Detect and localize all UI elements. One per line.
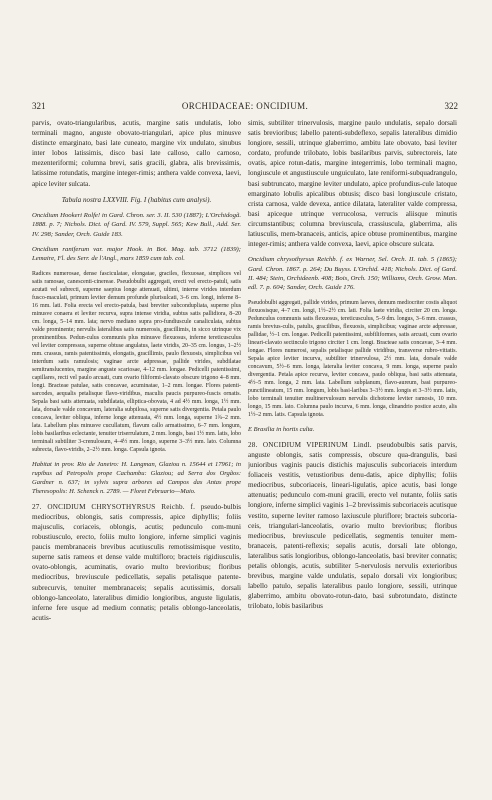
plate-reference: Tabula nostra LXXVIII. Fig. I (habitus cum analysi). — [61, 195, 212, 204]
habitat-note: E Brasilia in hortis culta. — [248, 425, 315, 433]
right-column — [248, 118, 457, 790]
running-title: ORCHIDACEAE: ONCIDIUM. — [181, 101, 309, 111]
synonym-reference: Oncidium chrysothyrsus Reichb. f. ex Warner, Sel. Orch. II. tab. 5 (1865); Gard. Chron. 1867. p. 264; Du Buyss. L'Orchid. 418; Nichols. Dict. of Gard. II. 484; Stein, Orchideenb. 408; Bois, Orch. 150; Williams, Orch. Grow. Man. edl. 7. p. 604; Sander, Orch. Guide 176. — [248, 256, 457, 292]
running-header — [32, 101, 458, 113]
habitat-note: Habitat in prov. Rio de Janeiro: H. Langman, Glaziou n. 15644 et 17961; in rupibus ad Petropolis prope Cachambu: Glaziou; ad Serra dos Orgãos: Gardner n. 637; in sylvis supra arbores ad Campos das Antas prope Theresopolis: H. Schenck n. 2789. — Floret Februario—Maio. — [32, 460, 241, 495]
synonym-reference: Oncidium Hookeri Rolfe! in Gard. Chron. ser. 3. II. 530 (1887); L'Orchidogã. 1888. p. 7; Nichols. Dict. of Gard. IV. 579, Suppl. 565; Kew Bull., Add. Ser. IV. 298; Sander, Orch. Guide 183. — [32, 211, 241, 238]
species-heading: 27. ONCIDIUM CHRYSOTHYRSUS Reichb. f. — [32, 502, 196, 511]
continued-description: parvis, ovato-triangularibus, acutis, margine satis undulatis, lobo terminali magno, anguste obovato-triangulari, apice plus minusve distincte emarginato, basi late cuneato, margine vix undulato, sinubus inter lobos latissimis, disco basi late calloso, callo carnoso, mezenteriformi; columna brevi, satis gracili, glabra, alis brevissimis, latissime rotundatis, margine integer-rimis; anthera valde convexa, laevi, apice leviter sulcata. — [32, 119, 241, 188]
species-diagnosis: pseudo-bulbis mediocribus, oblongis, satis compressis, apice diphyllis; foliis majusculis, coriaceis, oblongis, acutis; pedunculo com-muni robustiusculo, erecto, foliis multo longiore, inferne simplici vaginis paucis membranaceis brevibus acutiusculis remotissimisque vestito, superne satis rameos et dense valde multifloro; bracteis rigidiusculis, ovato-oblongis, acuminatis, ovario multo brevioribus; floribus mediocribus, breviuscule pedicellatis, sepalis petalisque patente-subrecurvis, tenuiter membranaceis; sepalis acutissimis, dorsali oblongo-lanceolato, lateralibus dimidio longioribus, anguste ligulatis, inferne fere usque ad medium connatis; petalis oblongo-lanceolatis, acutis- — [32, 502, 241, 622]
page-number-left: 321 — [32, 101, 46, 111]
species-description: Pseudobulbi aggregati, pallide virides, primum laeves, demum mediocriter costis aliquot flexuosisque, 4–7 cm. longi, 1½–2½ cm. lati. Folia laete viridia, circiter 20 cm. longa. Pedunculus communis satis flexuosus, tereticusculus, 5–9 dm. longus, 3–6 mm. crassus, ramis brevius-culis, patulis, gracilibus, flexuosis, simplicibus; vaginae arcte adpressae, pallidae, ½–1 cm. longae. Pedicelli patentissimi, subfiliformes, satis arcuati, cum ovario lineari-clavato sectinculo trigono circiter 1 cm. longi. Bracteae satis concavae, 3–4 mm. longae. Flores numerosi, sepalis petalisque pallide viridibus, transverse rubro-vittatis. Sepala apice leviter incurva, subtiliter trinervulosa, 2½ mm. lata, dorsale valde concavum, 5½–6 mm. longa, lateralia leviter concava, 9 mm. longa, superne paulo divergentia. Petala apice recurva, leviter concava, paulo obliqua, basi satis attenuata, 4½–5 mm. longa, 2 mm. lata. Labellum subplanum, flavo-aureum, basi purpureo-punctilineatum, 15 mm. longum, lobis basi-laribus 3–3½ mm. longis et 3–3½ mm. latis, lobo terminali tenuiter multinervulosum nervulis dichotome leviter ramosis, 10 mm. longo, 15 mm. lato. Columna paulo incurva, 6 mm. longa, clinandrio postice acuto, alis 1½–2 mm. latis. Capsula ignota. — [248, 299, 457, 418]
page-number-right: 322 — [444, 101, 458, 111]
left-column — [32, 118, 241, 790]
species-description: Radices numerosae, dense fasciculatae, elongatae, graciles, flexuosae, simplices vel satis ramosae, canescenti-cinereae. Pseudobulbi aggregati, erecti vel erecto-patuli, satis acutati vel subrecti, superne saepius longe attenuati, ultimi, interne virides interdum fusco-maculati, primum leviter demum profunde plurisulcati, 3–6 cm. longi, inferne 8–16 mm. lati. Folia erecta vel erecto-patula, basi breviter subcondupliata, superne plus minusve conaera et leviter recurva, supra intense viridia, subtus satis pallidiora, 8–20 cm. longa, 5–14 mm. lata; nervo mediano supra pro-fundiuscule canaliculata, subtus valde prominente; nervulis lateralibus satis numerosis, gracillimis, in sicco utrinque vix prominentibus. Pedun-culus communis plus minusve flexuosus, inferne tereticusculus vel leviter compressus, superne obtuse angulatus, laete viridis, 20–35 cm. longus, 1–2½ mm. crassus, ramis patentissimis, elongatis, gracillimis, paulo flexuosis, simplicibus vel interdum satis ramulosis; vaginae arcte adpressae, pallide virides, subdilatae semitranslucentes, margine anguste scariosae, 4–12 mm. longae. Pedicelli patentissimi, capillares, recti vel paulo arcuati, cum ovario filiformi-clavato obscure trigono 4–8 mm. longi. Bracteae patulae, satis concavae, acuminatae, 1–2 mm. longae. Flores patenti-sarcodes, aequalis petalisque flavo-viridibus, maculis paucis purpureo-fuscis ornatis. Sepala basi satis attenuata, subdilatata, elliptica-obovata, 4 ad 4½ mm. longa, 1½ mm. lata, dorsale valde concavum, lateralia subpilosa, superne satis divergentia. Petala paulo concava, leviter obliqua, inferne longe attenuata, 4½ mm. longa, superne 1¾–2 mm. lata. Labellum plus minusve cucullatum, flavum callo armatissimo, 6–7 mm. longum, lobis basilaribus eclectante, tenuiter triserrulatum, 2 mm. longis, basi 1½ mm. latis, lobo terminali subtiliter 3-crenulosum, 4–4½ mm. longo, superne 3–3½ mm. lato. Columna subrecta, flavo-viridis, 2–2½ mm. longa. Capsula ignota. — [32, 270, 241, 453]
species-heading: 28. ONCIDIUM VIPERINUM Lindl. — [248, 440, 372, 449]
species-diagnosis: pseudobulbis satis parvis, anguste oblongis, satis compressis, obscure qua-drangulis, basi junioribus vaginis paucis distichis majusculis subcoriaceis interdum foliaceis vestitis, vetustioribus denu-datis, apice diphyllis; foliis mediocribus, subcoriaceis, lineari-ligulatis, apice acutis, basi longe attenuatis; pedunculo com-muni gracili, erecto vel nutante, foliis satis longiore, inferne simplici vaginis 1–2 brevissimis subcoriaceis acutisque vestito, superne leviter ramoso laxiuscule pluriflore; bracteis subcoria-ceis, triangulari-lanceolatis, ovario multo brevioribus; floribus mediocribus, breviuscule pedicellatis, segmentis tenuiter mem-branaceis, patenti-reflexis; sepalis acutis, dorsali late oblongo, lateralibus satis longioribus, oblongo-lanceolatis, basi breviter connatis; petalis oblongis, acutis, subtiliter 5-nervulosis nervulis exterioribus brevibus, margine valde undulatis, sepalo dorsali vix longioribus; labello patulo, sepalis lateralibus paulo longiore, sessili, utrinque glaberrimo, ambitu obovato-rotun-dato, basi subrotundato, distincte trilobato, lobis basilaribus — [248, 440, 457, 611]
continued-diagnosis: simis, subtiliter trinervulosis, margine paulo undulatis, sepalo dorsali satis brevioribus; labello patenti-subdeflexo, sepalis lateralibus dimidio longiore, sessili, utrinque glaberrimo, ambitu late obovato, basi leviter cordato, profunde trilobato, lobis basilaribus parvis, subrectoreis, late ovatis, apice rotun-datis, margine integerrimis, lobo terminali magno, longiuscule et angustiuscule unguiculato, late reniformi-subquadrangulo, basi subtruncato, margine leviter undulato, apice profundius-cule latoque emarginato lobulis apicalibus obtusis; disco basi longiuscule cristato, crista carnosa, valde devexa, antice dilatata, lateraliter valde compressa, basi apiceque utrinque verrucolosa, verrucis aliisque minutis circumstantibus; columna breviuscula, crassiuscula, glaberrima, alis latiusculis, mem-branaceis, anticis, apice obtuse prominentibus, margine integer-rimis; anthera valde convexa, laevi, apice obscure sulcata. — [248, 119, 457, 249]
synonym-reference: Oncidium raniferum var. major Hook. in Bot. Mag. tab. 3712 (1839); Lemaire, Fl. des Serr. de l'Angl., mars 1859 cum tab. col. — [32, 245, 241, 263]
species-entry — [32, 502, 241, 623]
species-entry — [248, 440, 457, 612]
